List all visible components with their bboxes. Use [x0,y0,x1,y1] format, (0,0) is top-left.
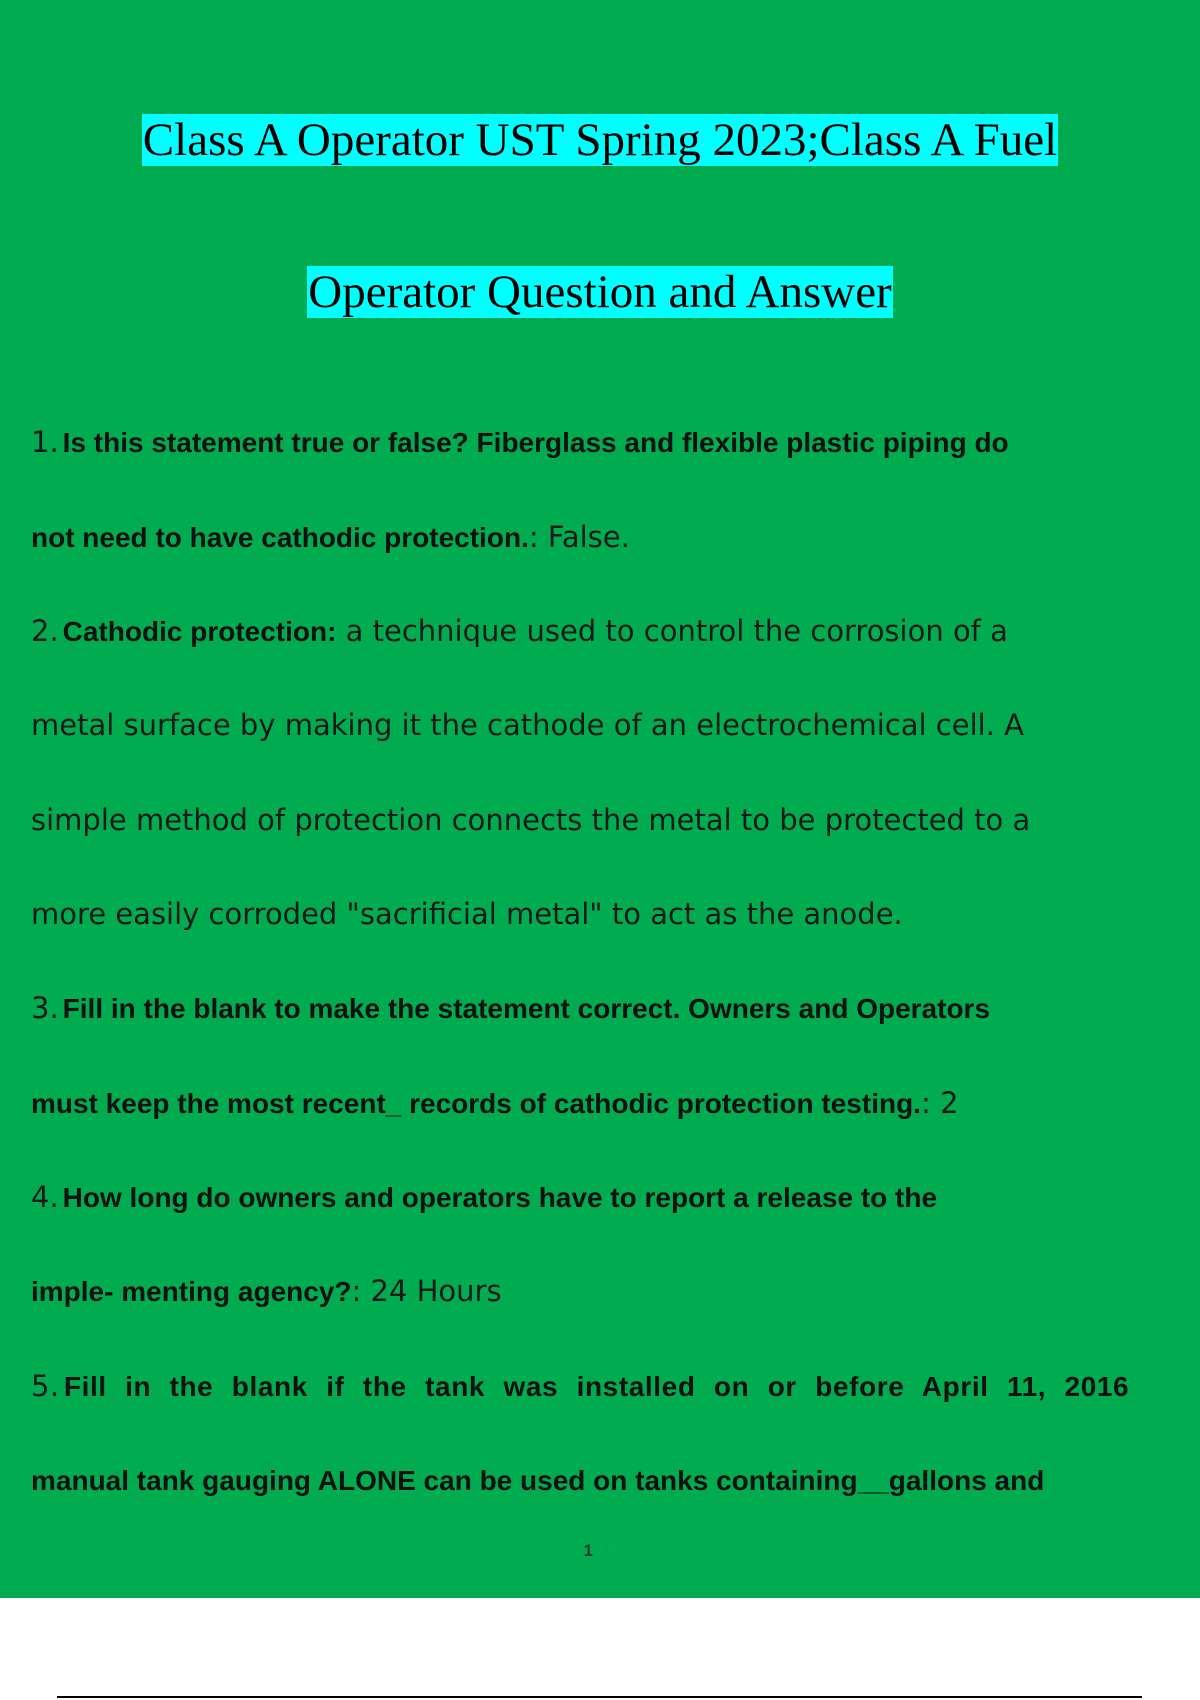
question-5-line-2: manual tank gauging ALONE can be used on tanks containing__gallons and [31,1465,1045,1496]
question-5-line-1: 5. Fill in the blank if the tank was installed on or before April 11, 2016 [31,1369,1130,1403]
question-4-line-2: imple- menting agency?: 24 Hours [31,1274,502,1308]
question-2-line-4: more easily corroded "sacrificial metal" to act as the anode. [31,897,903,931]
question-2-line-2: metal surface by making it the cathode of an electrochemical cell. A [31,708,1024,742]
question-2-line-3: simple method of protection connects the metal to be protected to a [31,803,1031,837]
question-2-line-1: 2. Cathodic protection: a technique used to control the corrosion of a [31,614,1008,648]
question-3-line-1: 3. Fill in the blank to make the statement correct. Owners and Operators [31,991,991,1025]
question-4-line-1: 4. How long do owners and operators have to report a release to the [31,1180,938,1214]
document-title-line-1: Class A Operator UST Spring 2023;Class A Fuel [142,114,1058,166]
question-1-line-2: not need to have cathodic protection.: False. [31,520,630,554]
question-1-line-1: 1. Is this statement true or false? Fiberglass and flexible plastic piping do [31,425,1009,459]
page-indicator: 1 / 7 [583,1541,617,1560]
document-title-line-2: Operator Question and Answer [308,266,892,318]
footer-divider [57,1696,1142,1698]
question-3-line-2: must keep the most recent_ records of cathodic protection testing.: 2 [31,1086,959,1120]
